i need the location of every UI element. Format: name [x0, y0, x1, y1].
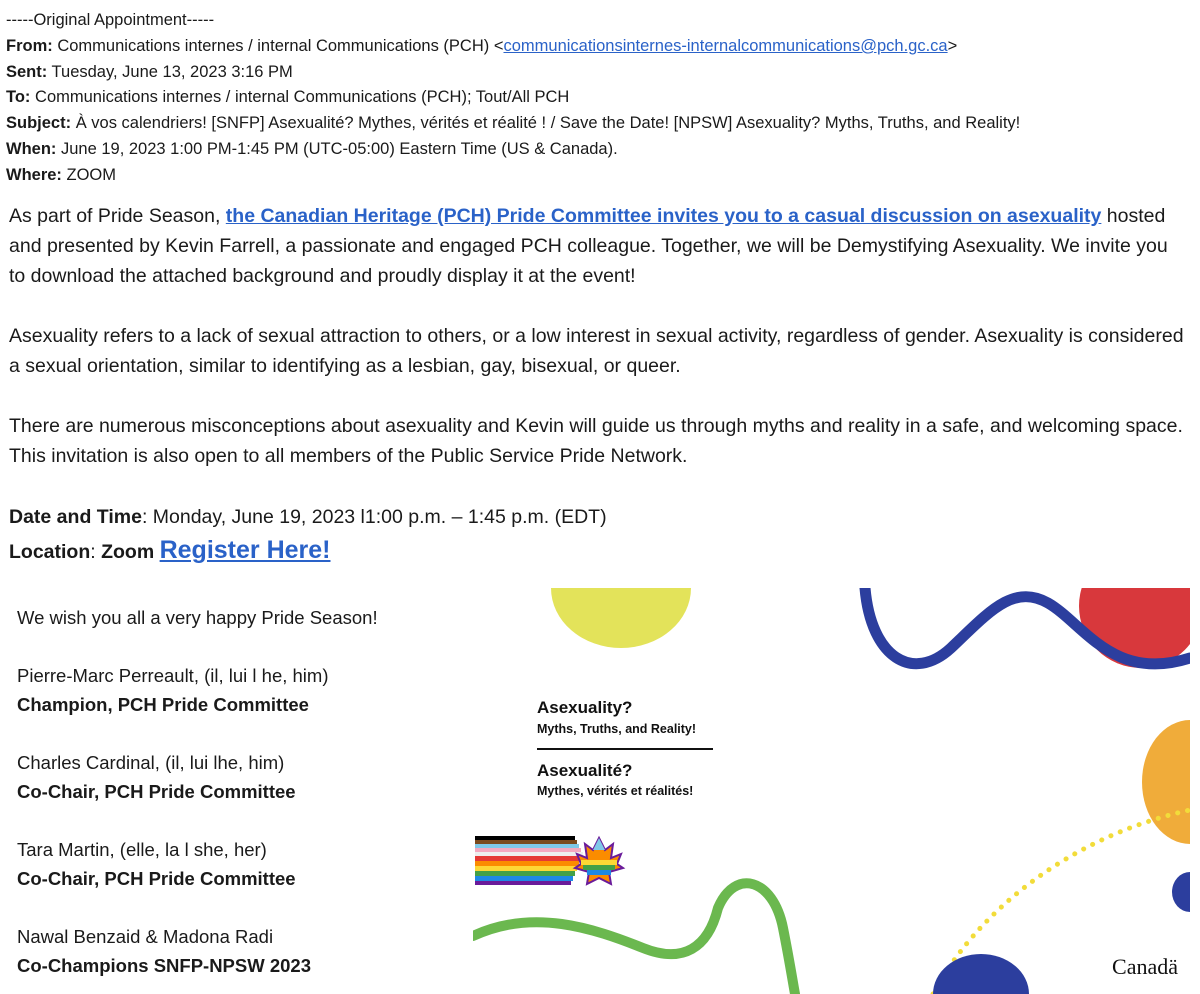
signatory-title: Co-Chair, PCH Pride Committee — [17, 868, 296, 889]
from-email-link[interactable]: communicationsinternes-internalcommunications@pch.gc.ca — [503, 36, 948, 55]
navy-bottom-circle-shape — [933, 954, 1029, 994]
location — [9, 534, 331, 568]
where-row — [6, 163, 1196, 189]
location-label: Location — [9, 541, 91, 563]
sent-label: Sent: — [6, 62, 48, 81]
banner-subtitle-en: Myths, Truths, and Reality! — [537, 722, 697, 736]
sent-value: Tuesday, June 13, 2023 3:16 PM — [51, 62, 293, 81]
where-value: ZOOM — [66, 165, 117, 184]
greeting: We wish you all a very happy Pride Season! — [17, 607, 378, 628]
email-header — [6, 8, 1196, 189]
email-body — [9, 201, 1189, 501]
navy-circle-shape — [1172, 872, 1190, 912]
location-value: Zoom — [101, 541, 155, 563]
signatory-title: Co-Champions SNFP-NPSW 2023 — [17, 955, 311, 976]
signature-block — [17, 603, 467, 980]
when-row — [6, 137, 1196, 163]
banner-title-fr: Asexualité? — [537, 761, 633, 780]
when-label: When: — [6, 139, 57, 158]
where-label: Where: — [6, 165, 62, 184]
green-curve-shape — [473, 883, 795, 994]
date-time-label: Date and Time — [9, 506, 142, 528]
from-label: From: — [6, 36, 53, 55]
signatory-title: Champion, PCH Pride Committee — [17, 694, 309, 715]
paragraph-definition: Asexuality refers to a lack of sexual attraction to others, or a low interest in sexual activity, regardless of gender. Asexuality is considered a sexual orientation, similar to identifying as a lesbian, gay, bisexual, or queer. — [9, 325, 1184, 377]
from-email-close: > — [947, 36, 958, 55]
location-colon: : — [90, 541, 102, 563]
paragraph-invitation-end: hosted and presented by Kevin Farrell, a passionate and engaged PCH colleague. Together, we will be Demystifying Asexuality. We invite you to download the attached background and proudly display it at the event! — [9, 205, 1168, 287]
signatory — [17, 661, 467, 719]
signatory — [17, 835, 467, 893]
yellow-circle-shape — [551, 588, 691, 648]
to-value: Communications internes / internal Communications (PCH); Tout/All PCH — [35, 88, 570, 107]
signatory — [17, 748, 467, 806]
paragraph-misconceptions: There are numerous misconceptions about asexuality and Kevin will guide us through myths and reality in a safe, and welcoming space. This invitation is also open to all members of the Public Service Pride Network. — [9, 415, 1183, 467]
signatory-name: Tara Martin, (elle, la l she, her) — [17, 839, 267, 860]
from-row — [6, 34, 1196, 60]
signatory-title: Co-Chair, PCH Pride Committee — [17, 781, 296, 802]
progress-pride-flag-icon — [475, 836, 583, 885]
from-name: Communications internes / internal Communications (PCH) < — [57, 36, 504, 55]
subject-value: À vos calendriers! [SNFP] Asexualité? Mythes, vérités et réalité ! / Save the Date! [NPSW] Asexuality? Myths, Truths, and Reality! — [75, 114, 1021, 133]
signatory-name: Nawal Benzaid & Madona Radi — [17, 926, 274, 947]
signatory-name: Pierre-Marc Perreault, (il, lui l he, him) — [17, 665, 329, 686]
orange-circle-shape — [1142, 720, 1190, 844]
date-time-value: : Monday, June 19, 2023 l1:00 p.m. – 1:45 p.m. (EDT) — [141, 506, 607, 528]
subject-row — [6, 111, 1196, 137]
canada-wordmark: Canadä — [1112, 954, 1178, 979]
to-label: To: — [6, 88, 31, 107]
banner-subtitle-fr: Mythes, vérités et réalités! — [537, 784, 694, 798]
banner-divider — [537, 748, 713, 750]
when-value: June 19, 2023 1:00 PM-1:45 PM (UTC-05:00) Eastern Time (US & Canada). — [61, 139, 618, 158]
pride-committee-link[interactable]: the Canadian Heritage (PCH) Pride Committee invites you to a casual discussion on asexuality — [225, 205, 1102, 227]
date-and-time — [9, 502, 607, 532]
banner-title-en: Asexuality? — [537, 698, 633, 717]
original-appointment-separator: -----Original Appointment----- — [6, 11, 215, 29]
to-row — [6, 85, 1196, 111]
paragraph-invitation-start: As part of Pride Season, — [9, 205, 226, 227]
sent-row — [6, 60, 1196, 86]
paragraph-invitation — [9, 201, 1189, 291]
rainbow-maple-leaf-icon — [575, 838, 623, 884]
event-banner-image — [473, 588, 1190, 994]
register-here-link[interactable]: Register Here! — [159, 536, 331, 564]
signatory — [17, 922, 467, 980]
signatory-name: Charles Cardinal, (il, lui lhe, him) — [17, 752, 285, 773]
subject-label: Subject: — [6, 114, 72, 133]
